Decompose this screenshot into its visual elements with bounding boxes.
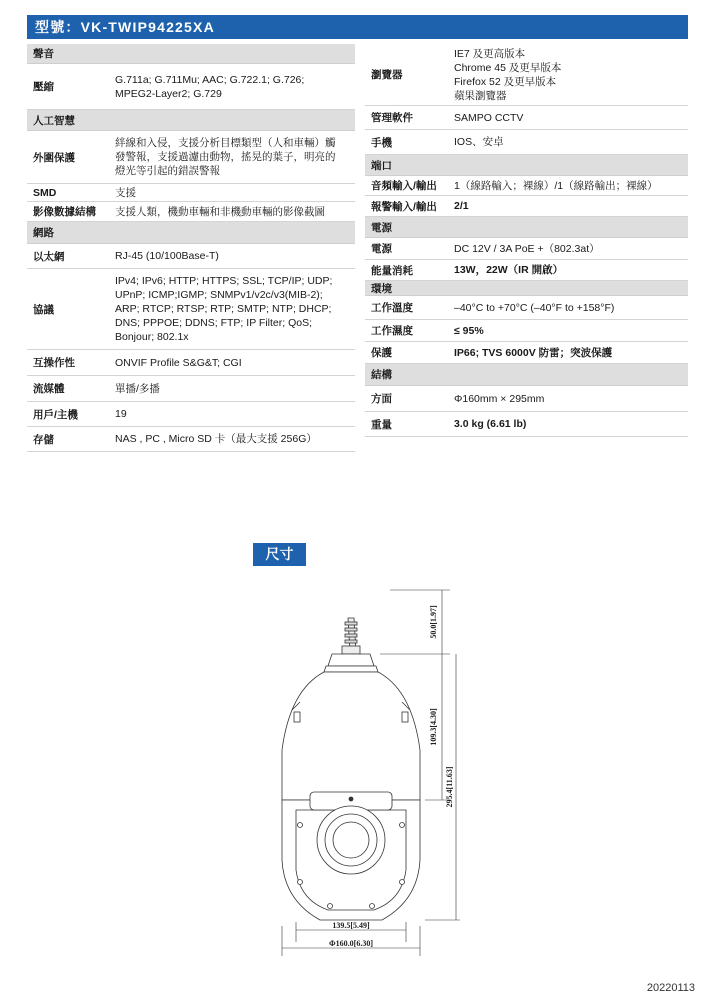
- spec-row: [27, 184, 355, 202]
- spec-value: RJ-45 (10/100Base-T): [115, 250, 219, 262]
- spec-key: 報警輸入/輸出: [371, 200, 437, 213]
- spec-value: 2/1: [454, 200, 469, 212]
- spec-key: 工作濕度: [371, 325, 413, 337]
- spec-row: [365, 342, 688, 364]
- dome-height-label: 109.3[4.30]: [429, 708, 438, 746]
- section-label: 聲音: [33, 48, 54, 60]
- spec-key: 外圍保護: [33, 151, 75, 164]
- spec-value: 支援人類，機動車輛和非機動車輛的影像截圖: [115, 205, 325, 218]
- spec-key: 保護: [371, 347, 392, 359]
- spec-key: 流媒體: [33, 383, 65, 395]
- spec-key: 影像數據結構: [33, 206, 96, 218]
- spec-row: [365, 176, 688, 196]
- spec-value: ≤ 95%: [454, 324, 484, 337]
- spec-row: [27, 244, 355, 269]
- spec-row: [365, 260, 688, 281]
- camera-dimension-drawing: [270, 570, 470, 960]
- spec-key: 能量消耗: [371, 264, 413, 277]
- spec-row: [27, 427, 355, 452]
- spec-row: [27, 350, 355, 376]
- spec-value: ONVIF Profile S&G&T; CGI: [115, 356, 242, 369]
- section-label: 結構: [371, 369, 392, 381]
- spec-row: [365, 44, 688, 106]
- spec-value: SAMPO CCTV: [454, 111, 524, 124]
- housing-drawing: [282, 672, 420, 800]
- spec-row: [365, 320, 688, 342]
- spec-row: [365, 296, 688, 320]
- spec-key: 用戶/主機: [33, 408, 78, 421]
- section-header: [365, 281, 688, 296]
- section-label: 人工智慧: [33, 114, 75, 127]
- spec-row: [365, 412, 688, 437]
- spec-row: [365, 106, 688, 130]
- section-label: 端口: [371, 159, 392, 172]
- section-header: [365, 155, 688, 176]
- spec-key: 瀏覽器: [371, 69, 403, 81]
- spec-value: 19: [115, 408, 127, 420]
- spec-value: G.711a; G.711Mu; AAC; G.722.1; G.726; MPEG2-Layer2; G.729: [115, 73, 305, 100]
- spec-value: DC 12V / 3A PoE +（802.3at）: [454, 242, 600, 255]
- spec-value: –40°C to +70°C (–40°F to +158°F): [454, 301, 615, 314]
- section-label: 環境: [371, 282, 392, 295]
- spec-key: 重量: [371, 418, 392, 431]
- spec-key: 協議: [33, 303, 54, 316]
- document-date: 20220113: [646, 982, 695, 994]
- total-height-label: 295.4[11.63]: [445, 766, 454, 808]
- spec-key: 工作溫度: [371, 302, 413, 314]
- spec-key: 存儲: [33, 433, 54, 446]
- spec-value: NAS , PC , Micro SD 卡（最大支援 256G）: [115, 433, 317, 445]
- spec-key: SMD: [33, 186, 57, 199]
- spec-table-left: [27, 44, 355, 452]
- spec-table-right: [365, 44, 688, 437]
- section-label: 網路: [33, 227, 54, 239]
- spec-row: [27, 402, 355, 427]
- spec-key: 音頻輸入/輸出: [371, 180, 437, 192]
- spec-key: 互操作性: [33, 357, 75, 369]
- spec-key: 管理軟件: [371, 112, 413, 124]
- dimensions-badge: 尺寸: [253, 543, 306, 566]
- spec-row: [27, 376, 355, 402]
- cable-drawing: [342, 618, 360, 654]
- top-height-label: 50.0[1.97]: [429, 605, 438, 639]
- section-header: [27, 222, 355, 244]
- spec-value: Φ160mm × 295mm: [454, 392, 545, 405]
- spec-value: IPv4; IPv6; HTTP; HTTPS; SSL; TCP/IP; UDP; UPnP; ICMP;IGMP; SNMPv1/v2c/v3(MIB-2); ARP; RTCP; RTSP; RTP; SMTP; NTP; DHCP; DNS; PPPOE; DDNS; FTP; IP Filter; QoS; Bonjour; 802.1x: [115, 275, 333, 343]
- model-title: 型號：VK-TWIP94225XA: [27, 15, 688, 39]
- ball-drawing: [282, 792, 420, 920]
- spec-row: [365, 130, 688, 155]
- spec-value: IP66; TVS 6000V 防雷；突波保護: [454, 346, 613, 359]
- diameter-label: Φ160.0[6.30]: [329, 939, 373, 948]
- spec-value: 3.0 kg (6.61 lb): [454, 418, 527, 430]
- spec-row: [365, 386, 688, 412]
- spec-row: [27, 131, 355, 184]
- spec-key: 壓縮: [33, 81, 54, 93]
- spec-row: [27, 64, 355, 110]
- spec-value: 絆線和入侵，支援分析目標類型（人和車輛）觸 發警報，支援過濾由動物，搖晃的葉子，明亮的 燈光等引起的錯誤警報: [115, 137, 336, 177]
- section-header: [365, 217, 688, 238]
- section-header: [27, 110, 355, 131]
- section-header: [27, 44, 355, 64]
- spec-value: 13W，22W（IR 開啟）: [454, 264, 564, 276]
- spec-value: 1（線路輸入；裸線）/1（線路輸出；裸線）: [454, 179, 658, 192]
- lens-width-label: 139.5[5.49]: [332, 921, 370, 930]
- spec-value: IE7 及更高版本 Chrome 45 及更早版本 Firefox 52 及更早版本 蘋果瀏覽器: [454, 47, 562, 102]
- spec-key: 電源: [371, 243, 392, 255]
- spec-row: [365, 196, 688, 217]
- spec-row: [365, 238, 688, 260]
- spec-value: IOS、安卓: [454, 136, 504, 148]
- spec-key: 手機: [371, 136, 392, 149]
- spec-key: 以太網: [33, 250, 65, 263]
- spec-value: 單播/多播: [115, 382, 160, 395]
- spec-row: [27, 202, 355, 222]
- spec-row: [27, 269, 355, 350]
- section-label: 電源: [371, 221, 392, 234]
- top-cap-drawing: [324, 654, 378, 672]
- section-header: [365, 364, 688, 386]
- spec-value: 支援: [115, 186, 136, 199]
- spec-key: 方面: [371, 393, 392, 405]
